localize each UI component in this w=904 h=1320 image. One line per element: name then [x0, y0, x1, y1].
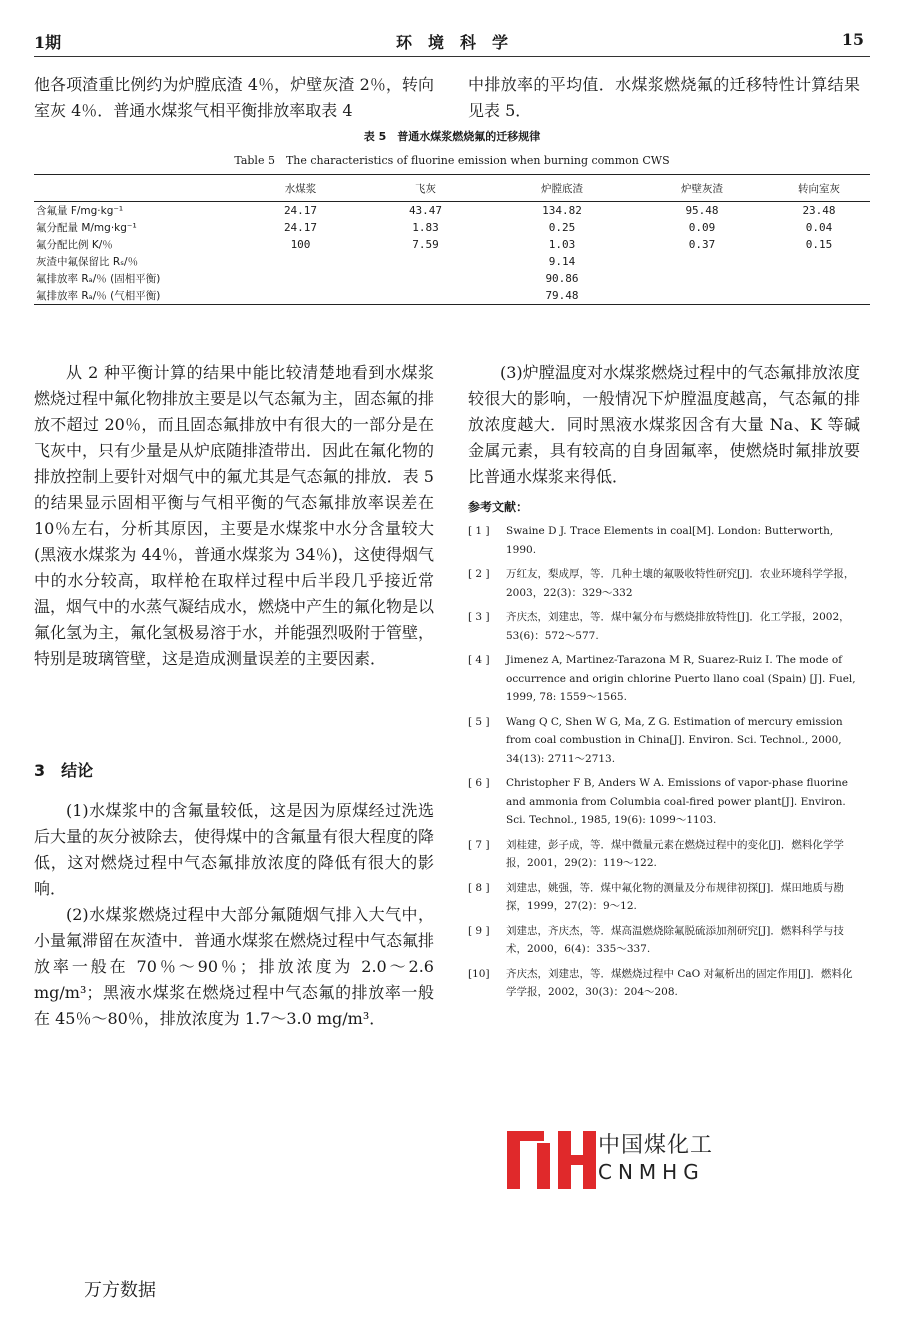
reference-item — [468, 922, 860, 959]
table-cell: 1.03 — [548, 238, 576, 251]
table-cell: 24.17 — [283, 204, 318, 217]
references-list — [468, 522, 860, 1008]
reference-item — [468, 836, 860, 873]
right-column-conclusion3 — [468, 360, 860, 490]
table-header-row — [34, 175, 870, 202]
left-column-conclusions — [34, 798, 434, 1032]
reference-text: 刘建忠，齐庆杰，等．煤高温燃烧除氟脱硫添加剂研究[J]．燃料科学与技术，2000，6(4)：335～337. — [506, 924, 844, 955]
issue-number: 1期 — [34, 33, 62, 52]
header-rule — [34, 56, 870, 57]
table-cell: 134.82 — [542, 204, 582, 217]
reference-number: [ 7 ] — [468, 838, 490, 851]
reference-text: 齐庆杰，刘建忠，等．煤燃烧过程中 CaO 对氟析出的固定作用[J]．燃料化学学报，2002，30(3)：204～208. — [506, 967, 853, 998]
table-corner — [34, 175, 238, 202]
top-left-paragraph: 他各项渣重比例约为炉膛底渣 4％，炉壁灰渣 2％，转向室灰 4％．普通水煤浆气相平衡排放率取表 4 — [34, 75, 434, 120]
table-cell: 95.48 — [685, 204, 719, 217]
table-cell: 7.59 — [412, 238, 439, 251]
row-label: 氟排放率 Rₐ/％ (气相平衡) — [36, 290, 161, 302]
reference-number: [ 4 ] — [468, 654, 490, 666]
reference-number: [ 2 ] — [468, 568, 490, 580]
reference-item — [468, 651, 860, 707]
table-cell: 9.14 — [548, 255, 576, 268]
reference-number: [ 6 ] — [468, 777, 490, 789]
logo-text-en: CNMHG — [598, 1160, 705, 1184]
left-column-para1 — [34, 360, 434, 672]
table-row — [34, 219, 870, 236]
reference-item — [468, 565, 860, 602]
column-header: 水煤浆 — [284, 182, 317, 195]
row-label: 氟分配量 M/mg·kg⁻¹ — [36, 222, 137, 234]
reference-number: [ 3 ] — [468, 611, 490, 623]
conclusion-2: (2)水煤浆燃烧过程中大部分氟随烟气排入大气中，小量氟滞留在灰渣中．普通水煤浆在燃烧过程中气态氟排放率一般在 70％～90％；排放浓度为 2.0～2.6 mg/m³；黑液水煤浆在燃烧过程中气态氟的排放率一般在 45％～80％，排放浓度为 1.7～3.0 mg/m³． — [34, 905, 435, 1028]
table-row — [34, 202, 870, 220]
reference-text: Jimenez A, Martinez-Tarazona M R, Suarez-Ruiz I. The mode of occurrence and origin chlorine Puerto llano coal (Spain) [J]. Fuel, 1999, 78: 1559～1565. — [506, 654, 856, 703]
table-caption-en: Table 5 The characteristics of fluorine emission when burning common CWS — [234, 154, 670, 167]
logo-text-cn: 中国煤化工 — [598, 1133, 714, 1158]
reference-number: [10] — [468, 967, 490, 980]
table-cell: 79.48 — [545, 289, 579, 302]
column-header: 炉壁灰渣 — [681, 182, 723, 195]
table-cell: 23.48 — [802, 204, 836, 217]
table-cell: 90.86 — [545, 272, 579, 285]
reference-text: Swaine D J. Trace Elements in coal[M]. London: Butterworth, 1990. — [506, 525, 834, 556]
table-5 — [34, 174, 870, 305]
reference-text: 齐庆杰，刘建忠，等．煤中氟分布与燃烧排放特性[J]．化工学报，2002，53(6)：572～577. — [506, 611, 850, 642]
column-header: 转向室灰 — [798, 182, 840, 195]
conclusion-1: (1)水煤浆中的含氟量较低，这是因为原煤经过洗选后大量的灰分被除去，使得煤中的含氟量有很大程度的降低，这对燃烧过程中气态氟排放浓度的降低有很大的影响． — [34, 801, 435, 898]
column-header: 飞灰 — [415, 182, 436, 195]
table-caption-cn: 表 5 普通水煤浆燃烧氟的迁移规律 — [363, 130, 541, 143]
reference-item — [468, 522, 860, 559]
reference-number: [ 9 ] — [468, 924, 490, 937]
journal-title: 环 境 科 学 — [395, 33, 508, 52]
row-label: 含氟量 F/mg·kg⁻¹ — [36, 205, 124, 217]
row-label: 氟分配比例 K/％ — [36, 239, 113, 251]
reference-item — [468, 965, 860, 1002]
page-number: 15 — [841, 30, 864, 49]
row-label: 氟排放率 Rₐ/％ (固相平衡) — [36, 273, 161, 285]
column-header: 炉膛底渣 — [541, 182, 583, 195]
reference-text: 刘桂建，彭子成，等．煤中微量元素在燃烧过程中的变化[J]．燃料化学学报，2001，29(2)：119～122. — [506, 838, 844, 869]
table-row — [34, 253, 870, 270]
table-cell: 0.25 — [548, 221, 576, 234]
reference-item — [468, 774, 860, 830]
top-right-paragraph: 中排放率的平均值．水煤浆燃烧氟的迁移特性计算结果见表 5． — [468, 75, 860, 120]
reference-item — [468, 608, 860, 645]
table-cell: 100 — [290, 238, 311, 251]
table-cell: 0.15 — [805, 238, 833, 251]
table-row — [34, 236, 870, 253]
reference-number: [ 5 ] — [468, 715, 490, 728]
table-row — [34, 287, 870, 305]
table-row — [34, 270, 870, 287]
table-cell: 0.09 — [688, 221, 716, 234]
top-left-text — [34, 72, 434, 124]
top-right-text — [468, 72, 860, 124]
table-cell: 24.17 — [283, 221, 318, 234]
row-label: 灰渣中氟保留比 Rₛ/％ — [36, 256, 139, 268]
references-title: 参考文献： — [468, 500, 529, 514]
table-cell: 0.04 — [805, 221, 833, 234]
table-cell: 0.37 — [688, 238, 716, 251]
table-cell: 1.83 — [412, 221, 439, 234]
reference-item — [468, 713, 860, 769]
footer-watermark: 万方数据 — [84, 1280, 156, 1301]
reference-number: [ 1 ] — [468, 525, 490, 537]
reference-text: 刘建忠，姚强，等．煤中氟化物的测量及分布规律初探[J]．煤田地质与勘探，1999，27(2)：9～12. — [506, 881, 844, 912]
logo-bars — [507, 1131, 596, 1189]
reference-item — [468, 879, 860, 916]
table-cell: 43.47 — [408, 204, 443, 217]
reference-number: [ 8 ] — [468, 881, 490, 894]
reference-text: Christopher F B, Anders W A. Emissions of vapor-phase fluorine and ammonia from Columbia coal-fired power plant[J]. Environ. Sci. Technol., 1985, 19(6): 1099～1103. — [506, 777, 848, 826]
discussion-paragraph: 从 2 种平衡计算的结果中能比较清楚地看到水煤浆燃烧过程中氟化物排放主要是以气态氟为主，固态氟的排放不超过 20％，而且固态氟排放中有很大的一部分是在飞灰中，只有少量是从炉底随排渣带出．因此在氟化物的排放控制上要针对烟气中的氟尤其是气态氟的排放．表 5 的结果显示固相平衡与气相平衡的气态氟排放率误差在 10％左右，分析其原因，主要是水煤浆中水分含量较大(黑液水煤浆为 44％，普通水煤浆为 34％)，这使得烟气中的水分较高，取样枪在取样过程中后半段几乎接近常温，烟气中的水蒸气凝结成水，燃烧中产生的氟化物是以氟化氢为主，氟化氢极易溶于水，并能强烈吸附于管壁，特别是玻璃管壁，这是造成测量误差的主要因素． — [34, 363, 435, 668]
reference-text: 万红友，梨成厚，等．几种土壤的氟吸收特性研究[J]．农业环境科学学报，2003，22(3)：329～332 — [506, 568, 855, 599]
conclusion-3: (3)炉膛温度对水煤浆燃烧过程中的气态氟排放浓度较很大的影响，一般情况下炉膛温度越高，气态氟的排放浓度越大．同时黑液水煤浆因含有大量 Na、K 等碱金属元素，具有较高的自身固氟率，使燃烧时氟排放要比普通水煤浆来得低． — [468, 363, 860, 486]
reference-text: Wang Q C, Shen W G, Ma, Z G. Estimation of mercury emission from coal combustion in China[J]. Environ. Sci. Technol., 2000, 34(13): 2711～2713. — [506, 715, 843, 765]
section-heading: 3 结论 — [34, 761, 94, 780]
